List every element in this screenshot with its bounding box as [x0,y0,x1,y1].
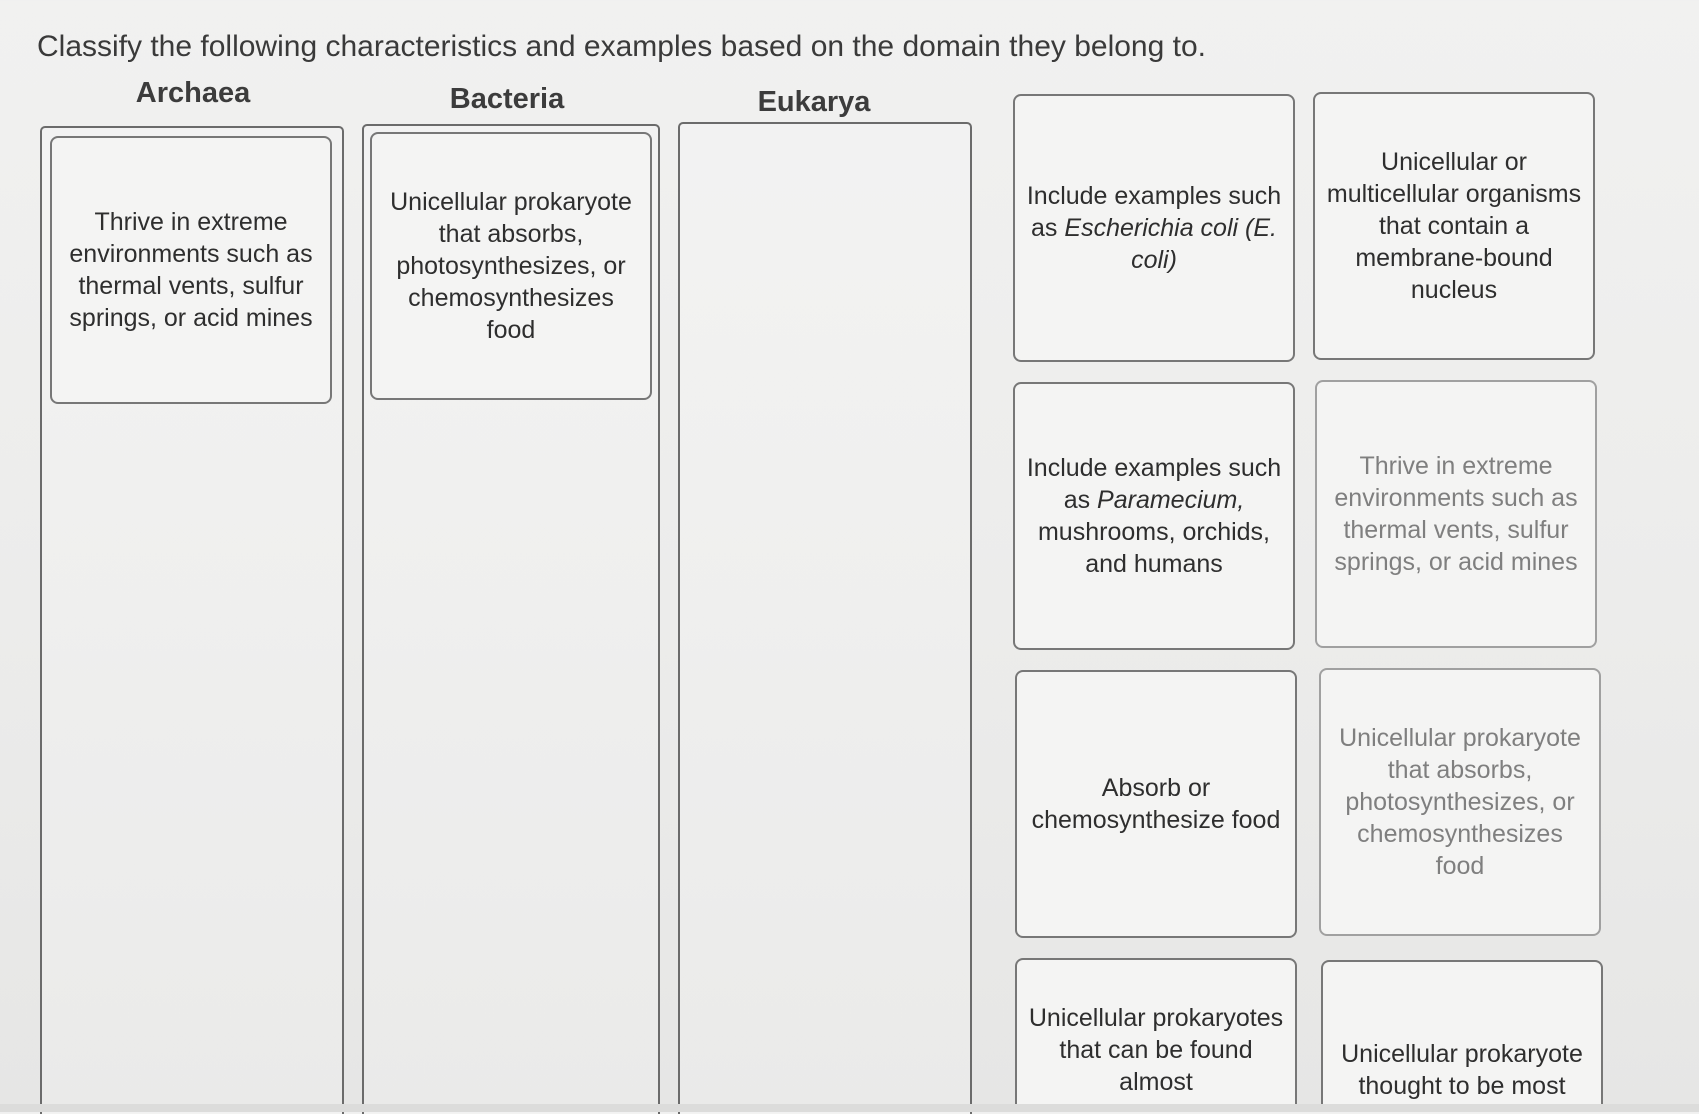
card-text: Unicellular prokaryote that absorbs, photosynthesizes, or chemosynthesizes food [1339,724,1581,880]
column-header-archaea: Archaea [135,77,251,109]
bottom-edge [0,1104,1699,1112]
placed-card-archaea[interactable] [50,136,332,404]
card-text: Include examples such as Paramecium, mushrooms, orchids, and humans [1026,454,1282,578]
answer-card-eukarya-examples[interactable] [1013,382,1295,650]
card-text: Unicellular or multicellular organisms that contain a membrane-bound nucleus [1326,148,1582,304]
drop-zone-bacteria[interactable] [362,124,660,1114]
answer-card-extremophile-placeholder [1315,380,1597,648]
answer-card-absorb-chemosynthesize[interactable] [1015,670,1297,938]
card-text: Unicellular prokaryote thought to be most [1341,1040,1583,1100]
answer-card-prokaryote-oldest[interactable] [1321,960,1603,1112]
card-text: Thrive in extreme environments such as thermal vents, sulfur springs, or acid mines [1334,452,1578,576]
column-header-eukarya: Eukarya [757,86,871,118]
drop-zone-archaea[interactable] [40,126,344,1114]
column-header-bacteria: Bacteria [449,83,565,115]
card-text: Unicellular prokaryotes that can be found almost [1028,1004,1284,1096]
answer-card-prokaryotes-everywhere[interactable] [1015,958,1297,1112]
drop-zone-eukarya[interactable] [678,122,972,1114]
card-text: Unicellular prokaryote that absorbs, photosynthesizes, or chemosynthesizes food [390,188,632,344]
question-prompt: Classify the following characteristics and examples based on the domain they belong to. [37,30,1206,63]
card-text: Absorb or chemosynthesize food [1031,774,1281,834]
answer-card-ecoli-examples[interactable] [1013,94,1295,362]
answer-card-eukaryote-definition[interactable] [1313,92,1595,360]
answer-card-prokaryote-nutrition-placeholder [1319,668,1601,936]
card-text: Thrive in extreme environments such as thermal vents, sulfur springs, or acid mines [69,208,313,332]
card-text: Include examples such as Escherichia coli (E. coli) [1026,182,1282,274]
placed-card-bacteria[interactable] [370,132,652,400]
